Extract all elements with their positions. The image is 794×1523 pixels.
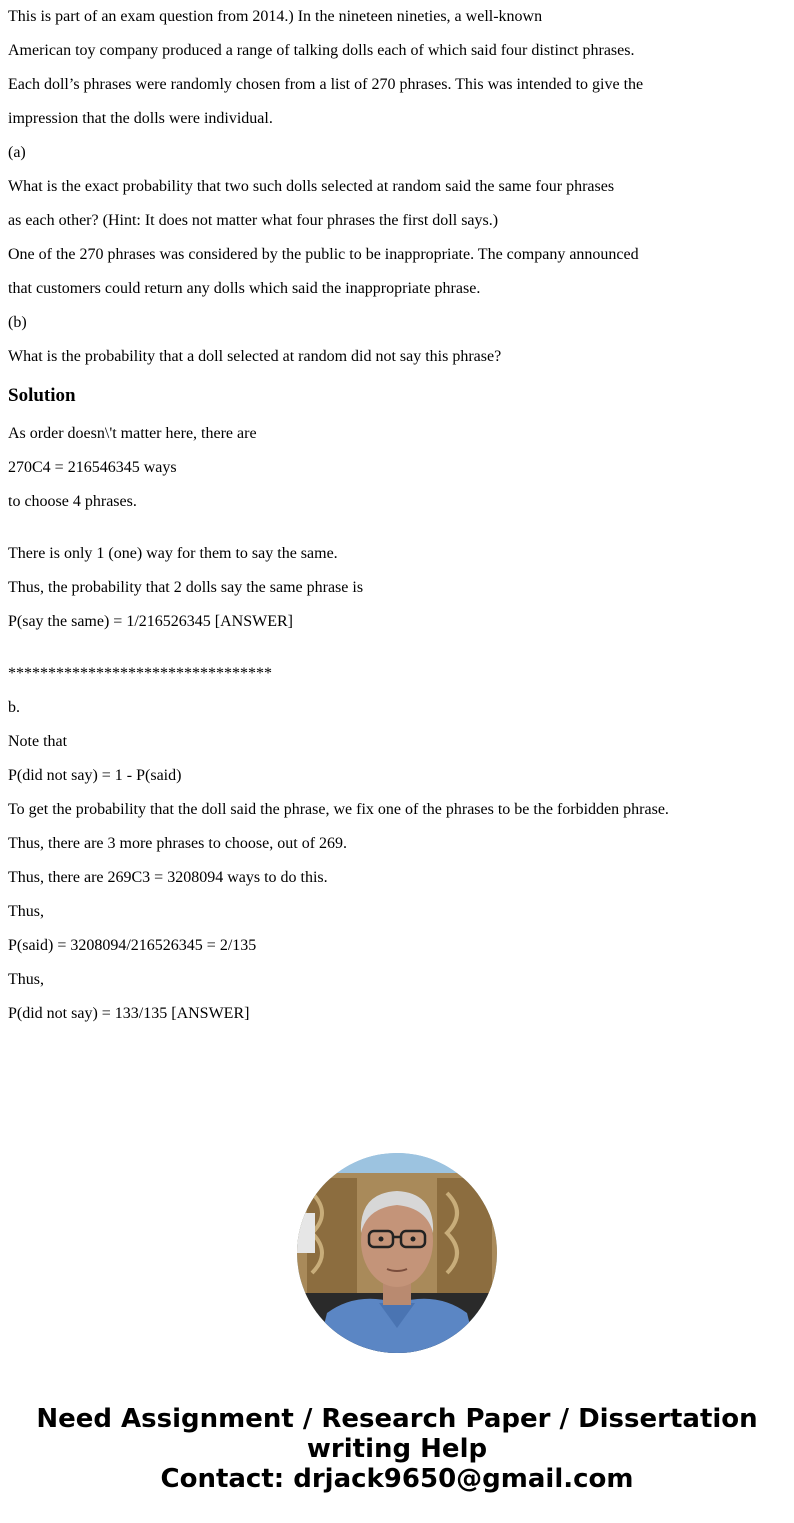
solution-line: Thus, bbox=[8, 971, 44, 988]
question-line: One of the 270 phrases was considered by the public to be inappropriate. The company announced bbox=[8, 246, 639, 263]
solution-line: To get the probability that the doll said the phrase, we fix one of the phrases to be the forbidden phrase. bbox=[8, 801, 669, 818]
solution-line: Note that bbox=[8, 733, 68, 750]
question-line: Each doll’s phrases were randomly chosen from a list of 270 phrases. This was intended to give the bbox=[8, 76, 644, 93]
solution-line: 270C4 = 216546345 ways bbox=[8, 459, 177, 476]
answer-line: P(did not say) = 133/135 [ANSWER] bbox=[8, 1005, 250, 1022]
footer-line: writing Help bbox=[306, 1434, 488, 1464]
solution-part-label: b. bbox=[8, 699, 20, 716]
solution-line: Thus, the probability that 2 dolls say the same phrase is bbox=[8, 579, 364, 596]
question-line: What is the probability that a doll selected at random did not say this phrase? bbox=[8, 348, 502, 365]
separator: ********************************* bbox=[8, 665, 272, 682]
footer-line: Need Assignment / Research Paper / Dissertation bbox=[36, 1404, 758, 1434]
solution-line: As order doesn\'t matter here, there are bbox=[8, 425, 257, 442]
solution-line: Thus, bbox=[8, 903, 44, 920]
solution-line: to choose 4 phrases. bbox=[8, 493, 137, 510]
question-line: impression that the dolls were individual. bbox=[8, 110, 273, 127]
question-line: as each other? (Hint: It does not matter what four phrases the first doll says.) bbox=[8, 212, 499, 229]
solution-line: There is only 1 (one) way for them to say the same. bbox=[8, 545, 338, 562]
contact-email: Contact: drjack9650@gmail.com bbox=[160, 1464, 634, 1494]
solution-line: Thus, there are 3 more phrases to choose, out of 269. bbox=[8, 835, 348, 852]
solution-line: Thus, there are 269C3 = 3208094 ways to do this. bbox=[8, 869, 328, 886]
question-part-label: (b) bbox=[8, 314, 27, 331]
question-line: This is part of an exam question from 2014.) In the nineteen nineties, a well-known bbox=[8, 8, 543, 25]
solution-line: P(said) = 3208094/216526345 = 2/135 bbox=[8, 937, 257, 954]
avatar bbox=[297, 1153, 497, 1353]
avatar-photo bbox=[297, 1153, 497, 1353]
question-line: American toy company produced a range of talking dolls each of which said four distinct phrases. bbox=[8, 42, 635, 59]
question-part-label: (a) bbox=[8, 144, 26, 161]
question-line: that customers could return any dolls which said the inappropriate phrase. bbox=[8, 280, 481, 297]
footer-banner bbox=[0, 1404, 794, 1494]
question-line: What is the exact probability that two such dolls selected at random said the same four phrases bbox=[8, 178, 615, 195]
solution-heading: Solution bbox=[8, 385, 76, 406]
answer-line: P(say the same) = 1/216526345 [ANSWER] bbox=[8, 613, 293, 630]
solution-line: P(did not say) = 1 - P(said) bbox=[8, 767, 182, 784]
